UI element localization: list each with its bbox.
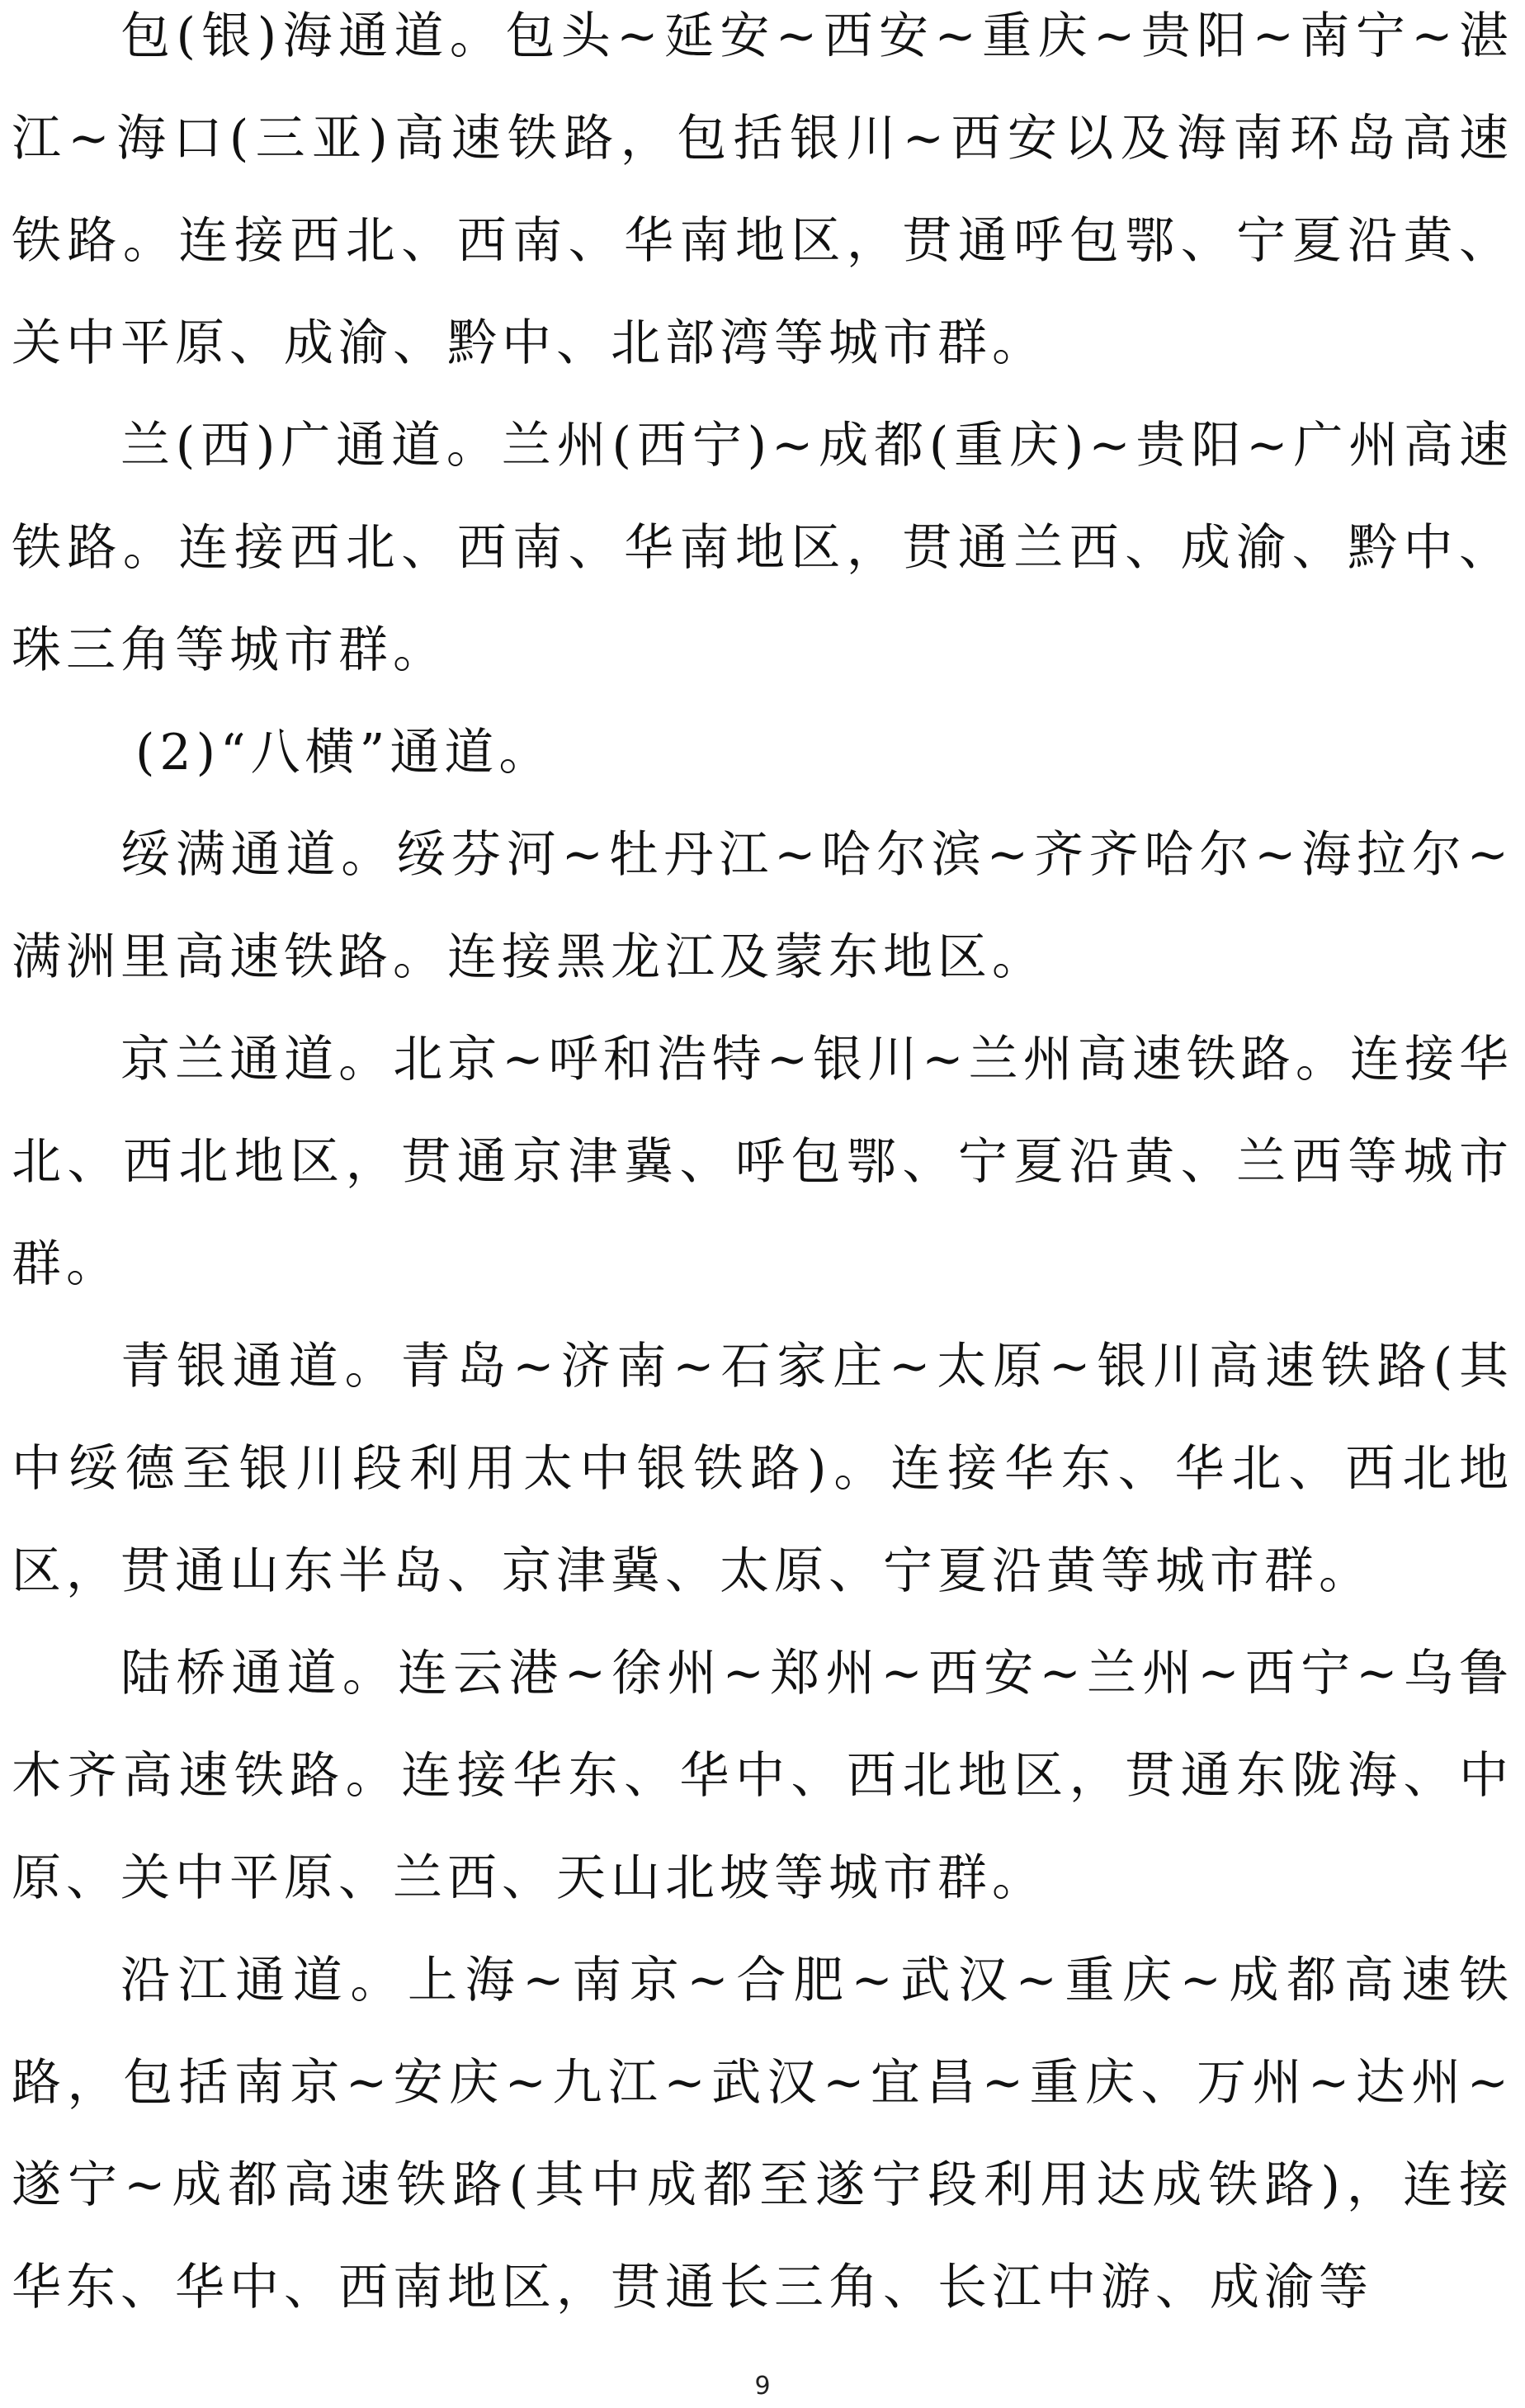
paragraph-baohai-channel: 包(银)海通道。包头~延安~西安~重庆~贵阳~南宁~湛江~海口(三亚)高速铁路，包括银川~西安以及海南环岛高速铁路。连接西北、西南、华南地区，贯通呼包鄂、宁夏沿黄、关中平原、成渝、黔中、北部湾等城市群。 [12, 7, 1513, 372]
paragraph-languang-channel: 兰(西)广通道。兰州(西宁)~成都(重庆)~贵阳~广州高速铁路。连接西北、西南、华南地区，贯通兰西、成渝、黔中、珠三角等城市群。 [12, 417, 1513, 679]
section-heading-eight-horizontal: (2)“八横”通道。 [135, 724, 554, 781]
paragraph-suiman-channel: 绥满通道。绥芬河~牡丹江~哈尔滨~齐齐哈尔~海拉尔~满洲里高速铁路。连接黑龙江及蒙东地区。 [12, 826, 1513, 986]
paragraph-yanjiang-channel: 沿江通道。上海~南京~合肥~武汉~重庆~成都高速铁路，包括南京~安庆~九江~武汉~宜昌~重庆、万州~达州~遂宁~成都高速铁路(其中成都至遂宁段利用达成铁路)，连接华东、华中、西南地区，贯通长三角、长江中游、成渝等 [12, 1952, 1513, 2316]
page-number: 9 [754, 2372, 771, 2401]
paragraph-jinglan-channel: 京兰通道。北京~呼和浩特~银川~兰州高速铁路。连接华北、西北地区，贯通京津冀、呼包鄂、宁夏沿黄、兰西等城市群。 [12, 1031, 1513, 1293]
paragraph-luqiao-channel: 陆桥通道。连云港~徐州~郑州~西安~兰州~西宁~乌鲁木齐高速铁路。连接华东、华中、西北地区，贯通东陇海、中原、关中平原、兰西、天山北坡等城市群。 [12, 1645, 1513, 1907]
paragraph-qingyin-channel: 青银通道。青岛~济南~石家庄~太原~银川高速铁路(其中绥德至银川段利用太中银铁路)。连接华东、华北、西北地区，贯通山东半岛、京津冀、太原、宁夏沿黄等城市群。 [12, 1338, 1513, 1600]
document-page [12, 0, 1513, 2339]
